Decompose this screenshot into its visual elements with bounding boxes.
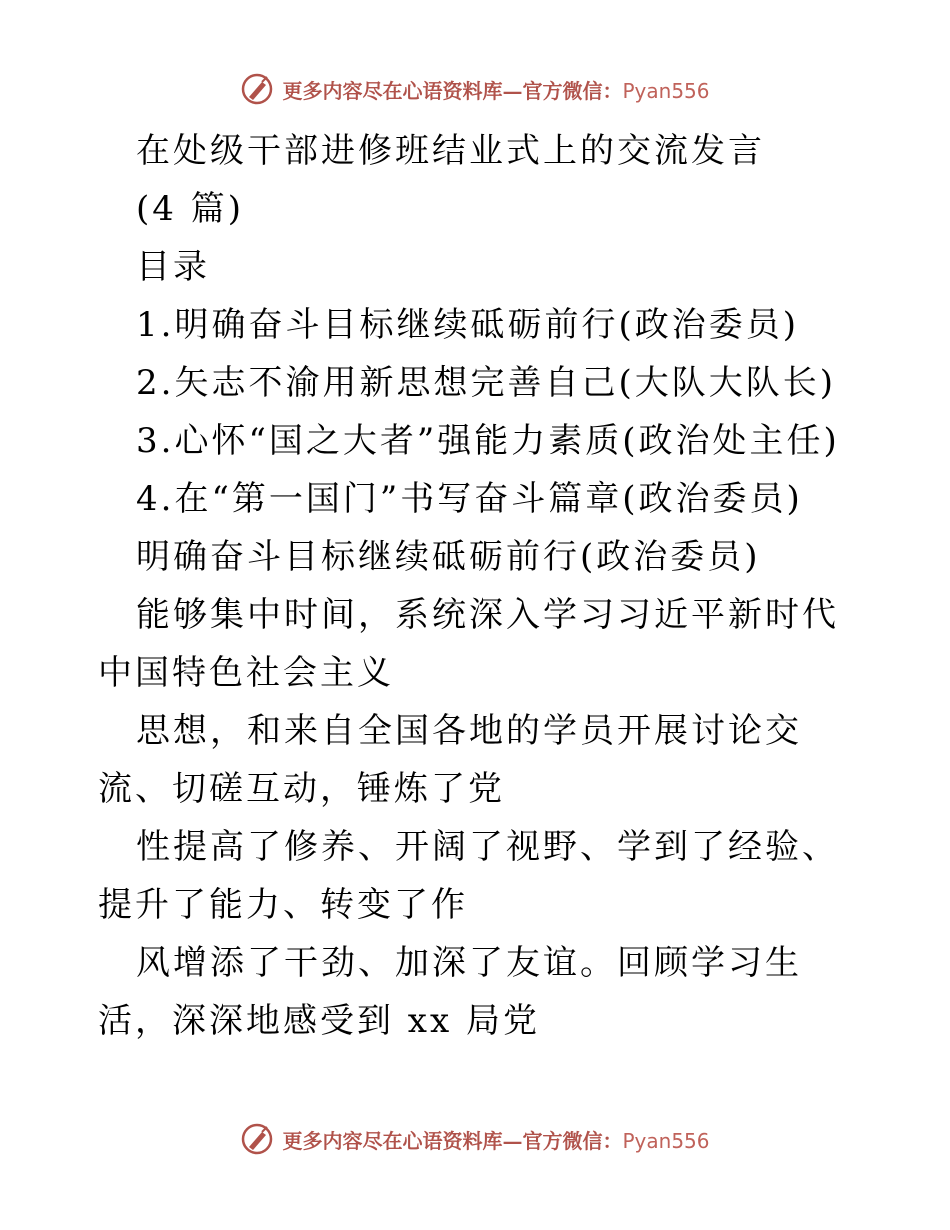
toc-heading: 目录 — [136, 247, 210, 287]
document-body — [98, 122, 850, 1050]
paragraph-1: 能够集中时间，系统深入学习习近平新时代中国特色社会主义 — [98, 595, 839, 693]
pen-logo-icon — [240, 72, 274, 106]
banner-wechat-id: Pyan556 — [622, 1128, 710, 1153]
paragraph-4: 风增添了干劲、加深了友谊。回顾学习生活，深深地感受到 xx 局党 — [98, 943, 802, 1041]
banner-wechat-id: Pyan556 — [622, 78, 710, 103]
header-banner — [0, 72, 950, 106]
toc-item-1: 1.明确奋斗目标继续砥砺前行(政治委员) — [136, 305, 799, 345]
toc-item-2: 2.矢志不渝用新思想完善自己(大队大队长) — [136, 363, 836, 403]
banner-text: 更多内容尽在心语资料库—官方微信： — [282, 1128, 623, 1153]
document-title-line-2: (4 篇) — [136, 189, 244, 229]
toc-item-4: 4.在“第一国门”书写奋斗篇章(政治委员) — [136, 479, 803, 519]
section-title: 明确奋斗目标继续砥砺前行(政治委员) — [136, 537, 761, 577]
footer-banner — [0, 1122, 950, 1156]
body-text — [98, 586, 850, 1050]
pen-logo-icon — [240, 1122, 274, 1156]
paragraph-2: 思想，和来自全国各地的学员开展讨论交流、切磋互动，锤炼了党 — [98, 711, 802, 809]
toc-item-3: 3.心怀“国之大者”强能力素质(政治处主任) — [136, 421, 840, 461]
banner-text: 更多内容尽在心语资料库—官方微信： — [282, 78, 623, 103]
paragraph-3: 性提高了修养、开阔了视野、学到了经验、提升了能力、转变了作 — [98, 827, 839, 925]
document-title-line-1: 在处级干部进修班结业式上的交流发言 — [136, 131, 765, 171]
